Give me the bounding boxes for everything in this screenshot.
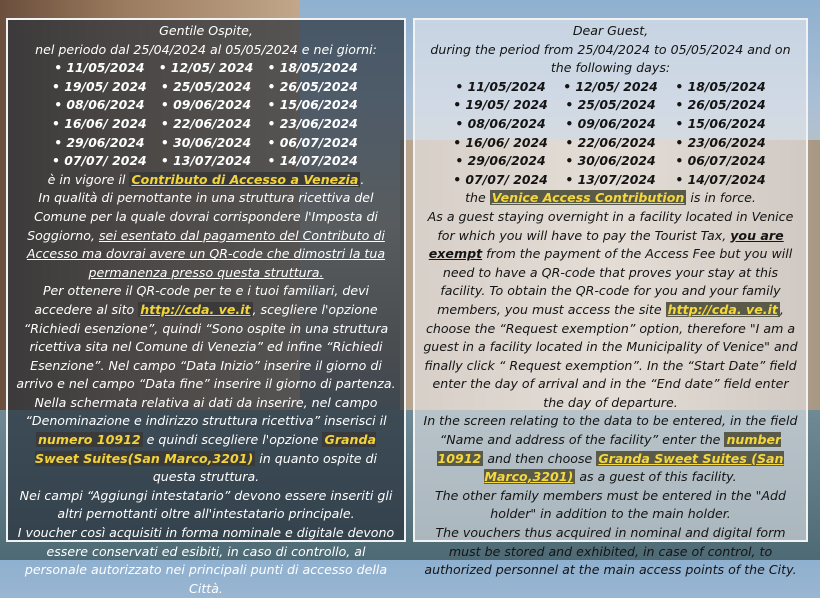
it-paragraph-3 bbox=[14, 394, 398, 487]
it-paragraph-4: Nei campi “Aggiungi intestatario” devono essere inseriti gli altri pernottanti oltre all'intestatario principale. bbox=[19, 487, 393, 522]
it-p1-text: In qualità di pernottante in una struttura ricettiva del Comune per la quale dovrai corrispondere l'Imposta di Soggiorno, bbox=[27, 190, 378, 243]
date-item: • 12/05/ 2024 bbox=[158, 60, 254, 76]
date-item: • 12/05/ 2024 bbox=[563, 78, 658, 94]
it-paragraph-2 bbox=[14, 282, 398, 394]
it-p1-underlined: sei esentato dal pagamento del Contributo di Accesso ma dovrai avere un QR-code che dimostri la tua permanenza presso questa struttura. bbox=[26, 227, 386, 280]
en-p2-text-b: and then choose bbox=[487, 450, 593, 466]
it-paragraph-5: I voucher così acquisiti in forma nominale e digitale devono essere conservati ed esibiti, in caso di controllo, al personale autorizzato nei principali punti di accesso della Città. bbox=[17, 525, 395, 596]
date-item: • 30/06/2024 bbox=[565, 153, 656, 169]
en-paragraph-3: The other family members must be entered in the "Add holder" in addition to the main holder. bbox=[434, 487, 786, 522]
en-in-force-pre: the bbox=[465, 190, 486, 206]
date-item: • 06/07/2024 bbox=[267, 134, 358, 150]
date-item: • 08/06/2024 bbox=[455, 115, 546, 131]
en-paragraph-4: The vouchers thus acquired in nominal and digital form must be stored and exhibited, in case of control, to authorized personnel at the main access points of the City. bbox=[424, 525, 797, 578]
en-hotel-name: Granda Sweet Suites (San Marco,3201) bbox=[484, 450, 784, 485]
it-in-force bbox=[14, 171, 398, 190]
date-item: • 09/06/2024 bbox=[160, 97, 252, 113]
date-item: • 18/05/2024 bbox=[267, 60, 358, 76]
date-item: • 25/05/2024 bbox=[565, 97, 656, 113]
en-facility-number: number 10912 bbox=[437, 432, 782, 466]
it-facility-number: numero 10912 bbox=[37, 432, 141, 448]
date-item: • 26/05/2024 bbox=[675, 97, 766, 113]
date-item: • 13/07/2024 bbox=[565, 171, 656, 187]
en-greeting: Dear Guest, bbox=[572, 23, 649, 38]
it-greeting: Gentile Ospite, bbox=[159, 23, 253, 38]
date-item: • 26/05/2024 bbox=[267, 78, 358, 94]
it-hotel-name: Granda Sweet Suites(San Marco,3201) bbox=[35, 432, 377, 466]
it-p2-text-b: , scegliere l'opzione “Richiedi esenzione”, quindi “Sono ospite in una struttura ricettiva sita nel Comune di Venezia” ed infine “Richiedi Esenzione”. Nel campo “Data Inizio” inserire il giorno di arrivo e nel campo “Data fine” inserire il giorno di partenza. bbox=[16, 301, 396, 392]
date-item: • 16/06/ 2024 bbox=[453, 134, 548, 150]
it-in-force-post: . bbox=[360, 171, 365, 187]
date-item: • 14/07/2024 bbox=[675, 171, 766, 187]
date-item: • 23/06/2024 bbox=[675, 134, 766, 150]
en-p2-text: In the screen relating to the data to be entered, in the field “Name and address of the facility” enter the bbox=[423, 413, 798, 448]
it-contribution-label: Contributo di Accesso a Venezia bbox=[131, 171, 359, 187]
it-site-link[interactable]: http://cda. ve.it bbox=[140, 301, 251, 317]
it-p3-text-b: e quindi scegliere l'opzione bbox=[146, 432, 319, 448]
en-p1-text: As a guest staying overnight in a facility located in Venice for which you will have to pay the Tourist Tax, bbox=[427, 208, 794, 243]
date-item: • 18/05/2024 bbox=[675, 78, 766, 94]
english-notice-panel bbox=[413, 18, 808, 578]
it-dates-list bbox=[46, 59, 366, 171]
date-item: • 22/06/2024 bbox=[160, 115, 252, 131]
en-in-force-post: is in force. bbox=[690, 190, 756, 206]
date-item: • 09/06/2024 bbox=[565, 115, 656, 131]
en-in-force bbox=[421, 189, 800, 208]
date-item: • 15/06/2024 bbox=[267, 97, 358, 113]
date-item: • 07/07/ 2024 bbox=[453, 171, 548, 187]
it-p2-text: Per ottenere il QR-code per te e i tuoi familiari, devi accedere al sito bbox=[34, 283, 370, 317]
it-p3-text-c: in quanto ospite di questa struttura. bbox=[152, 450, 377, 485]
date-item: • 08/06/2024 bbox=[54, 97, 145, 113]
it-paragraph-1 bbox=[14, 189, 398, 282]
date-item: • 14/07/2024 bbox=[267, 153, 358, 169]
date-item: • 06/07/2024 bbox=[675, 153, 766, 169]
en-paragraph-2 bbox=[421, 412, 800, 486]
date-item: • 11/05/2024 bbox=[54, 60, 145, 76]
date-item: • 29/06/2024 bbox=[54, 134, 145, 150]
date-item: • 22/06/2024 bbox=[565, 134, 656, 150]
date-item: • 15/06/2024 bbox=[675, 115, 766, 131]
date-item: • 29/06/2024 bbox=[455, 153, 546, 169]
en-p1-text-b: from the payment of the Access Fee but you will need to have a QR-code that proves your stay at this facility. To obtain the QR-code for you and your family members, you must access the site bbox=[437, 246, 793, 317]
en-p1-text-c: , choose the “Request exemption” option, therefore "I am a guest in a facility located in the Municipality of Venice" and finally click “ Request exemption”. In the “Start Date” field enter the day of arrival and in the “End date” field enter the day of departure. bbox=[423, 301, 798, 410]
en-p2-text-c: as a guest of this facility. bbox=[579, 469, 737, 485]
date-item: • 11/05/2024 bbox=[455, 78, 546, 94]
it-period: nel periodo dal 25/04/2024 al 05/05/2024 e nei giorni: bbox=[35, 41, 377, 57]
en-p1-underlined: you are exempt bbox=[428, 227, 784, 262]
en-contribution-label: Venice Access Contribution bbox=[491, 190, 685, 206]
date-item: • 25/05/2024 bbox=[160, 78, 252, 94]
it-p3-text: Nella schermata relativa ai dati da inserire, nel campo “Denominazione e indirizzo struttura ricettiva” inserisci il bbox=[25, 394, 387, 429]
en-paragraph-1 bbox=[421, 208, 800, 413]
date-item: • 16/06/ 2024 bbox=[52, 115, 147, 131]
italian-notice-panel bbox=[6, 18, 406, 596]
date-item: • 30/06/2024 bbox=[160, 134, 252, 150]
date-item: • 19/05/ 2024 bbox=[453, 97, 548, 113]
en-site-link[interactable]: http://cda. ve.it bbox=[667, 301, 778, 317]
it-in-force-pre: è in vigore il bbox=[47, 171, 126, 187]
en-dates-list bbox=[446, 78, 776, 190]
date-item: • 23/06/2024 bbox=[267, 115, 358, 131]
date-item: • 13/07/2024 bbox=[160, 153, 252, 169]
date-item: • 19/05/ 2024 bbox=[52, 78, 147, 94]
en-period: during the period from 25/04/2024 to 05/05/2024 and on the following days: bbox=[430, 41, 791, 76]
date-item: • 07/07/ 2024 bbox=[52, 153, 147, 169]
